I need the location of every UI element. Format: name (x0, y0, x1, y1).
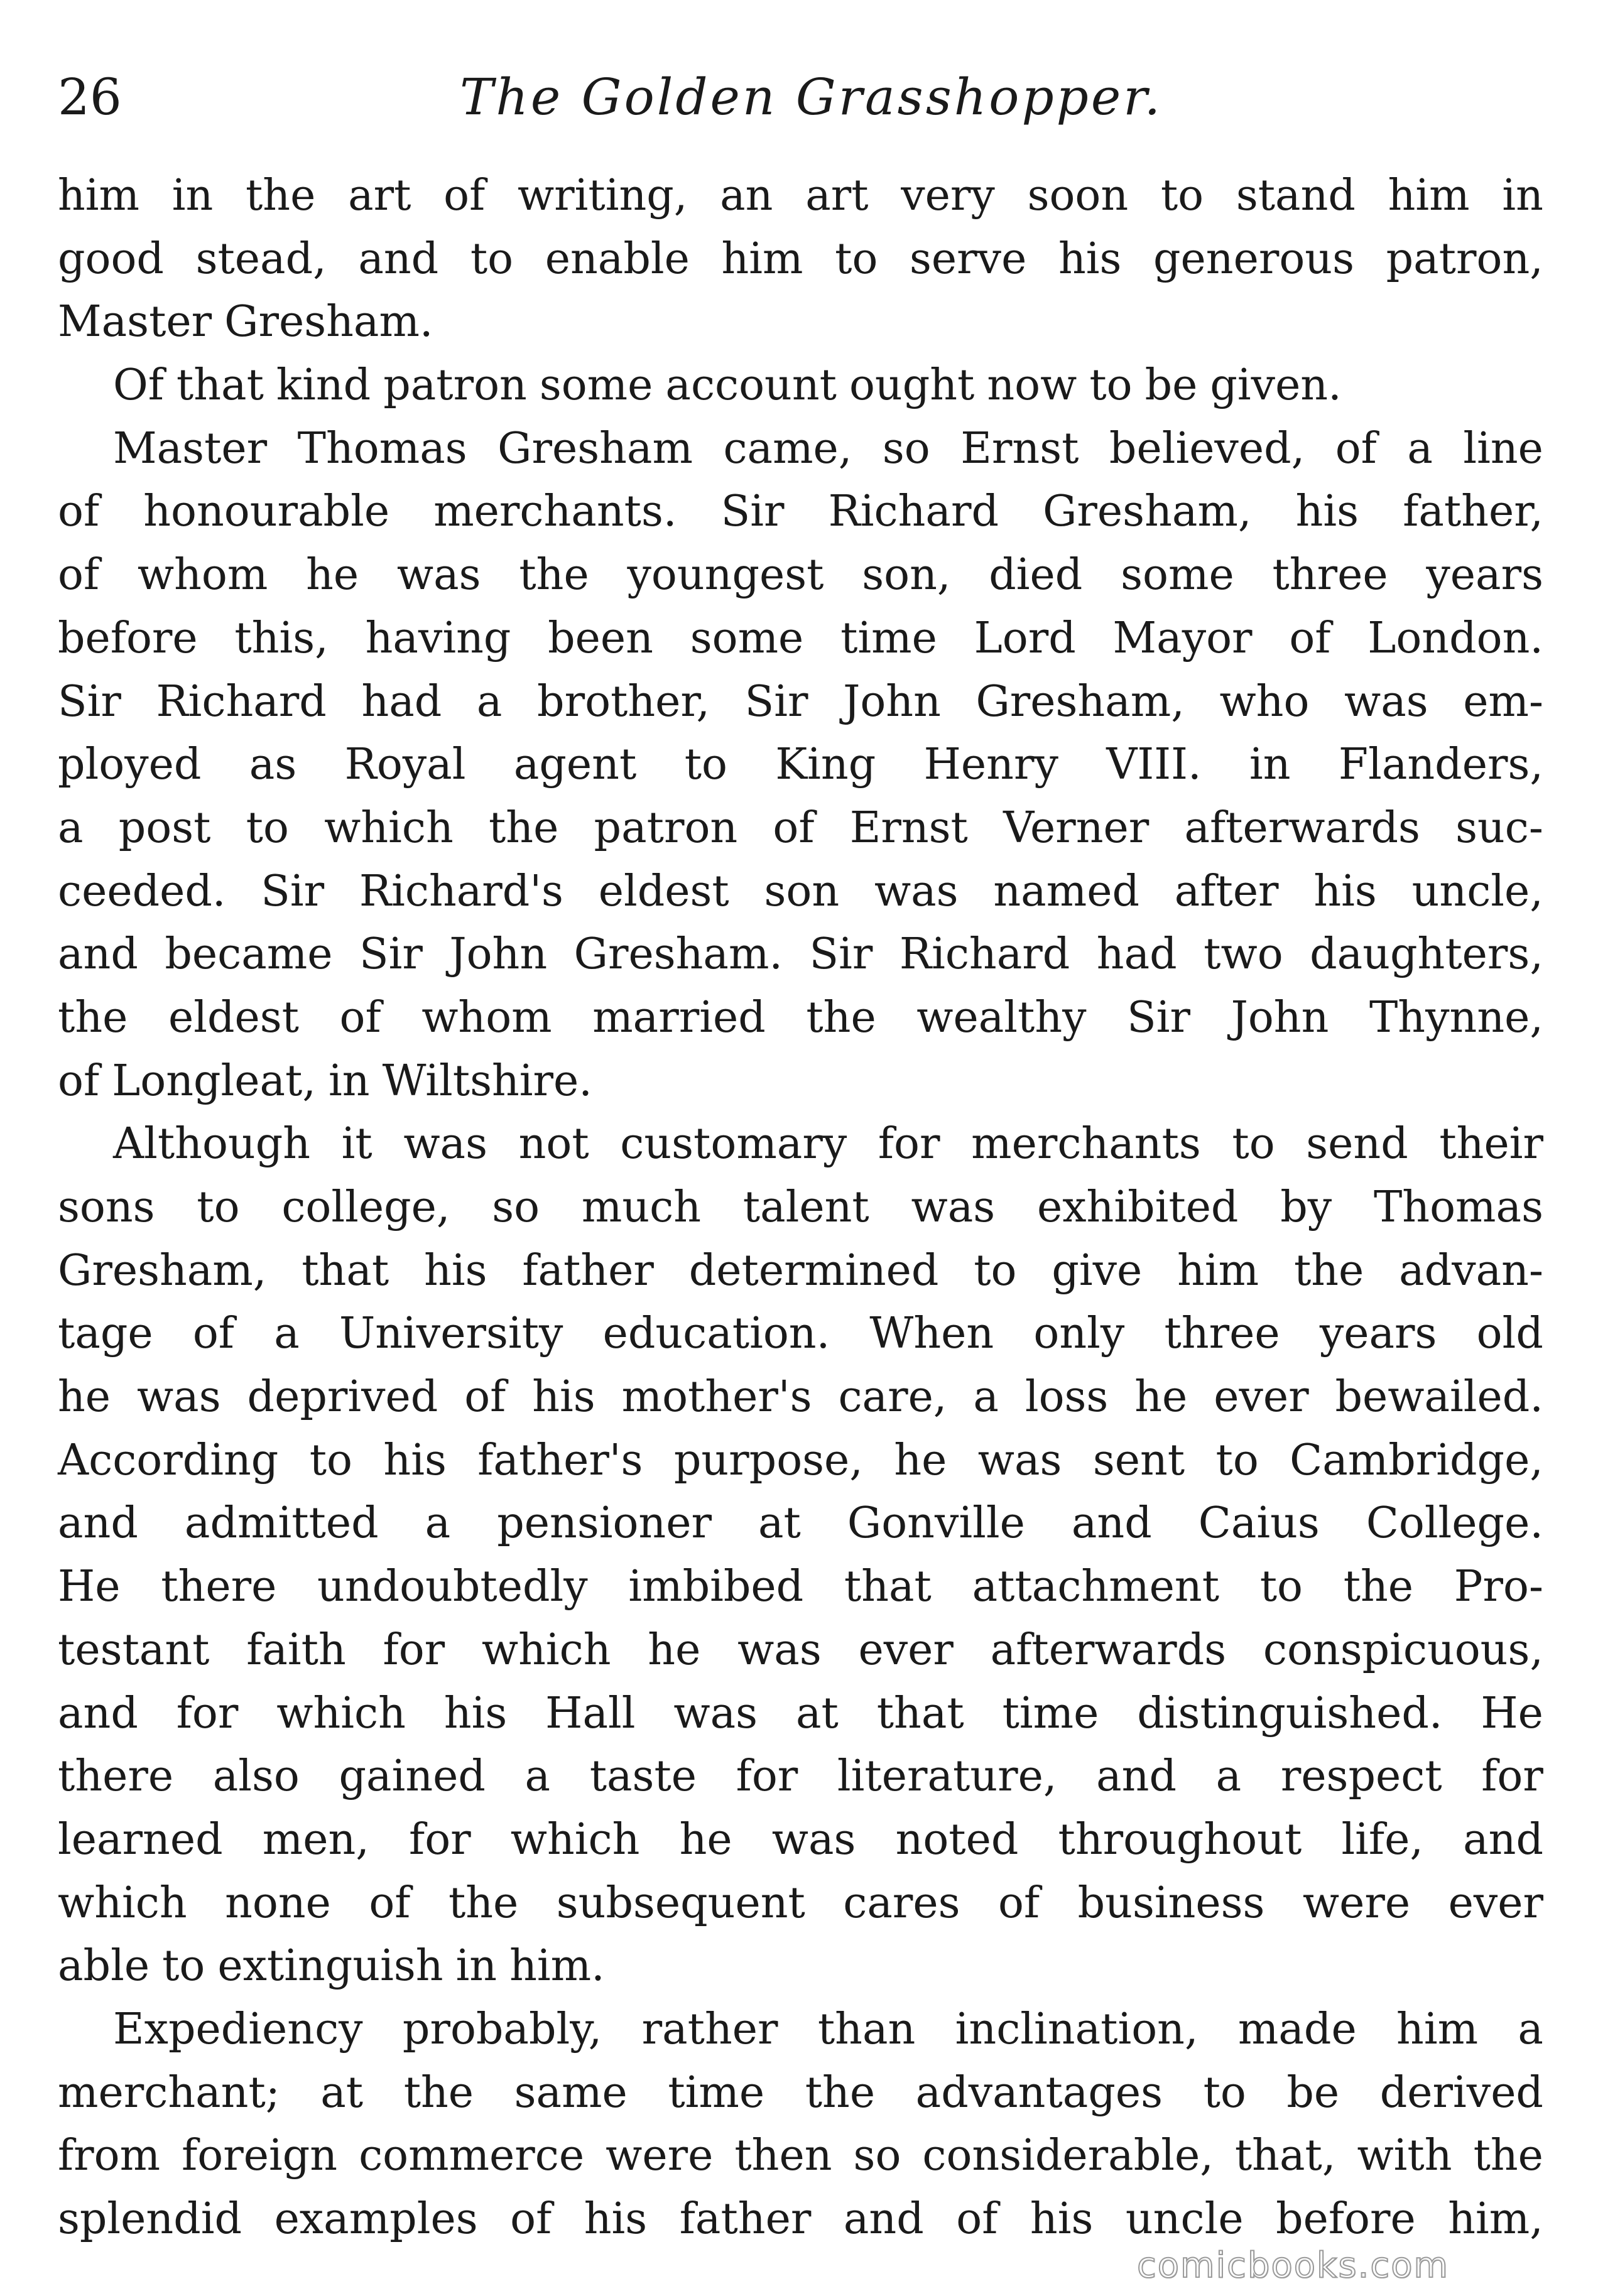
page-header (58, 63, 1553, 132)
text-line: of whom he was the youngest son, died some three years (58, 550, 1543, 600)
text-line: able to extinguish in him. (58, 1941, 605, 1991)
running-title: The Golden Grasshopper. (460, 68, 1163, 126)
text-line: and became Sir John Gresham. Sir Richard had two daughters, (58, 929, 1543, 980)
text-line: tage of a University education. When only three years old (58, 1309, 1543, 1359)
text-line: of honourable merchants. Sir Richard Gresham, his father, (58, 487, 1543, 537)
text-line: from foreign commerce were then so considerable, that, with the (58, 2131, 1543, 2181)
text-line: the eldest of whom married the wealthy Sir John Thynne, (58, 992, 1543, 1042)
text-line: of Longleat, in Wiltshire. (58, 1056, 592, 1106)
text-line: merchant; at the same time the advantages to be derived (58, 2067, 1543, 2118)
text-line: before this, having been some time Lord Mayor of London. (58, 613, 1543, 663)
text-line: a post to which the patron of Ernst Verner afterwards suc- (58, 803, 1543, 853)
text-line: Sir Richard had a brother, Sir John Gresham, who was em- (58, 676, 1543, 727)
text-line: learned men, for which he was noted throughout life, and (58, 1814, 1543, 1865)
text-line: splendid examples of his father and of his uncle before him, (58, 2194, 1543, 2244)
text-line: him in the art of writing, an art very soon to stand him in (58, 171, 1543, 220)
text-line: Expediency probably, rather than inclination, made him a (113, 2004, 1543, 2054)
text-line: he was deprived of his mother's care, a loss he ever bewailed. (58, 1372, 1543, 1422)
text-line: and for which his Hall was at that time distinguished. He (58, 1688, 1543, 1738)
page-number: 26 (58, 68, 122, 126)
watermark: comicbooks.com (1137, 2245, 1450, 2286)
text-line: Master Gresham. (58, 297, 433, 347)
text-line: sons to college, so much talent was exhibited by Thomas (58, 1183, 1543, 1232)
text-line: and admitted a pensioner at Gonville and Caius College. (58, 1498, 1543, 1549)
text-line: there also gained a taste for literature, and a respect for (58, 1752, 1543, 1802)
text-line: testant faith for which he was ever afterwards conspicuous, (58, 1625, 1543, 1675)
text-line: Of that kind patron some account ought now to be given. (113, 360, 1342, 411)
text-line: Gresham, that his father determined to give him the advan- (58, 1245, 1543, 1296)
body-text (58, 165, 1543, 2251)
text-line: ceeded. Sir Richard's eldest son was named after his uncle, (58, 866, 1543, 916)
text-line: Although it was not customary for merchants to send their (113, 1119, 1543, 1169)
text-line: According to his father's purpose, he was sent to Cambridge, (58, 1435, 1543, 1485)
text-line: ployed as Royal agent to King Henry VIII. in Flanders, (58, 740, 1543, 790)
text-line: Master Thomas Gresham came, so Ernst believed, of a line (113, 423, 1543, 474)
text-line: He there undoubtedly imbibed that attachment to the Pro- (58, 1562, 1543, 1612)
text-line: good stead, and to enable him to serve his generous patron, (58, 234, 1543, 284)
text-line: which none of the subsequent cares of business were ever (58, 1878, 1543, 1928)
